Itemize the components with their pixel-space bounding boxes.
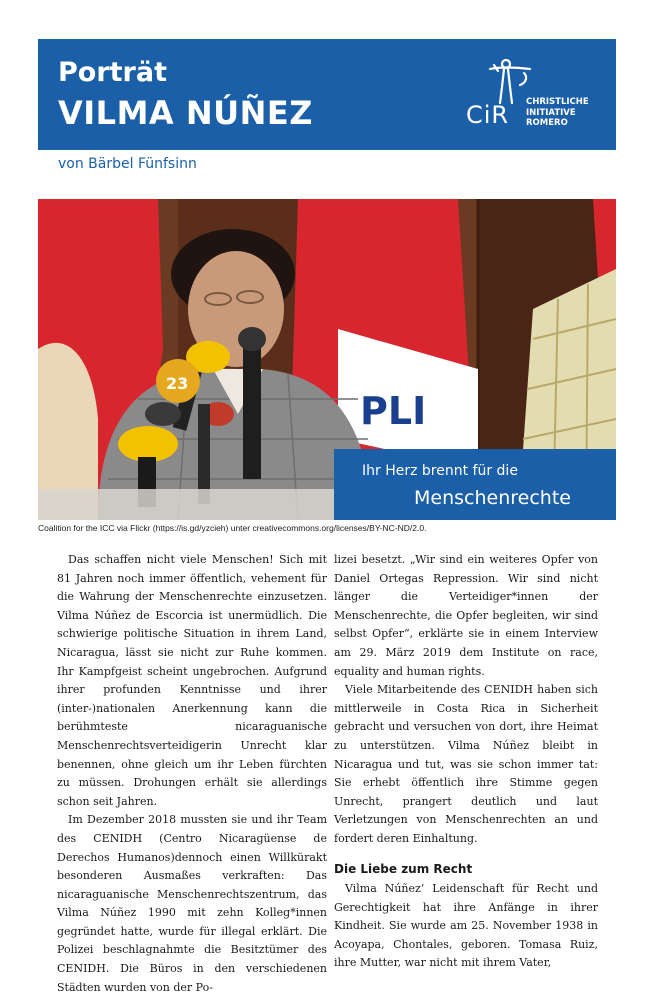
org-line-3: ROMERO [526, 118, 568, 128]
paragraph: Im Dezember 2018 mussten sie und ihr Team des CENIDH (Centro Nicaragüense de Derechos Humanos)dennoch einen Willkürakt besonderen Ausmaßes verkraften: Das nicaraguanische Menschenrechtszentrum, das Vilma Núñez 1990 mit zehn Kolleg*innen gegründet hatte, wurde für illegal erklärt. Die Polizei beschlagnahmte die Besitztümer des CENIDH. Die Büros in den verschiedenen Städten wurden von der Po- [57, 813, 327, 994]
paragraph-continuation: lizei besetzt. „Wir sind ein weiteres Opfer von Daniel Ortegas Repression. Wir sind nicht länger die Verteidiger*innen der Menschenrechte, die Opfer begleiten, wir sind selbst Opfer“, erklärte sie in einem Interview am 29. März 2019 dem Institute on race, equality and human rights. [334, 553, 598, 678]
org-line-1: CHRISTLICHE [526, 97, 589, 107]
overlay-line-1: Ihr Herz brennt für die [362, 463, 518, 479]
svg-text:PLI: PLI [360, 389, 427, 433]
paragraph: Das schaffen nicht viele Menschen! Sich mit 81 Jahren noch immer öffentlich, vehement für die Wahrung der Menschenrechte einzusetzen. Vilma Núñez de Escorcia ist unermüdlich. Die schwierige politische Situation in ihrem Land, Nicaragua, lässt sie nicht zur Ruhe kommen. Ihr Kampfgeist scheint ungebrochen. Aufgrund ihrer profunden Kenntnisse und ihrer (inter-)nationalen Anerkennung kann die berühmteste nicaraguanische Menschenrechtsverteidigerin Unrecht klar benennen, ohne gleich um ihr Leben fürchten zu müssen. Drohungen erhält sie allerdings schon seit Jahren. [57, 553, 327, 808]
header-banner [38, 39, 616, 150]
article-left-column [57, 551, 327, 997]
org-line-2: INITIATIVE [526, 107, 576, 118]
overlay-line-2: Menschenrechte [414, 487, 571, 509]
mic-label-23: 23 [166, 374, 189, 393]
title-name: VILMA NÚÑEZ [58, 94, 313, 132]
title-portrait: Porträt [58, 57, 168, 88]
paragraph: Viele Mitarbeitende des CENIDH haben sich mittlerweile in Costa Rica in Sicherheit gebracht und versuchen von dort, ihre Heimat zu unterstützen. Vilma Núñez bleibt in Nicaragua und tut, was sie schon immer tat: Sie erhebt öffentlich ihre Stimme gegen Unrecht, prangert deutlich und laut Verletzungen von Menschenrechten an und fordert deren Einhaltung. [334, 683, 598, 845]
cir-logo [462, 57, 612, 137]
paragraph: Vilma Núñez‘ Leidenschaft für Recht und Gerechtigkeit hat ihre Anfänge in ihrer Kindheit. Sie wurde am 25. November 1938 in Acoyapa, Chontales, geboren. Tomasa Ruiz, ihre Mutter, war nicht mit ihrem Vater, [334, 882, 598, 970]
byline: von Bärbel Fünfsinn [58, 156, 197, 172]
photo-credit: Coalition for the ICC via Flickr (https://is.gd/yzcieh) unter creativecommons.org/licenses/BY-NC-ND/2.0. [38, 523, 427, 533]
logo-letters: CiR [466, 101, 510, 129]
logo-org-name [526, 97, 589, 129]
article-right-column [334, 551, 598, 973]
section-heading: Die Liebe zum Recht [334, 861, 473, 876]
photo-overlay-caption [334, 449, 616, 520]
